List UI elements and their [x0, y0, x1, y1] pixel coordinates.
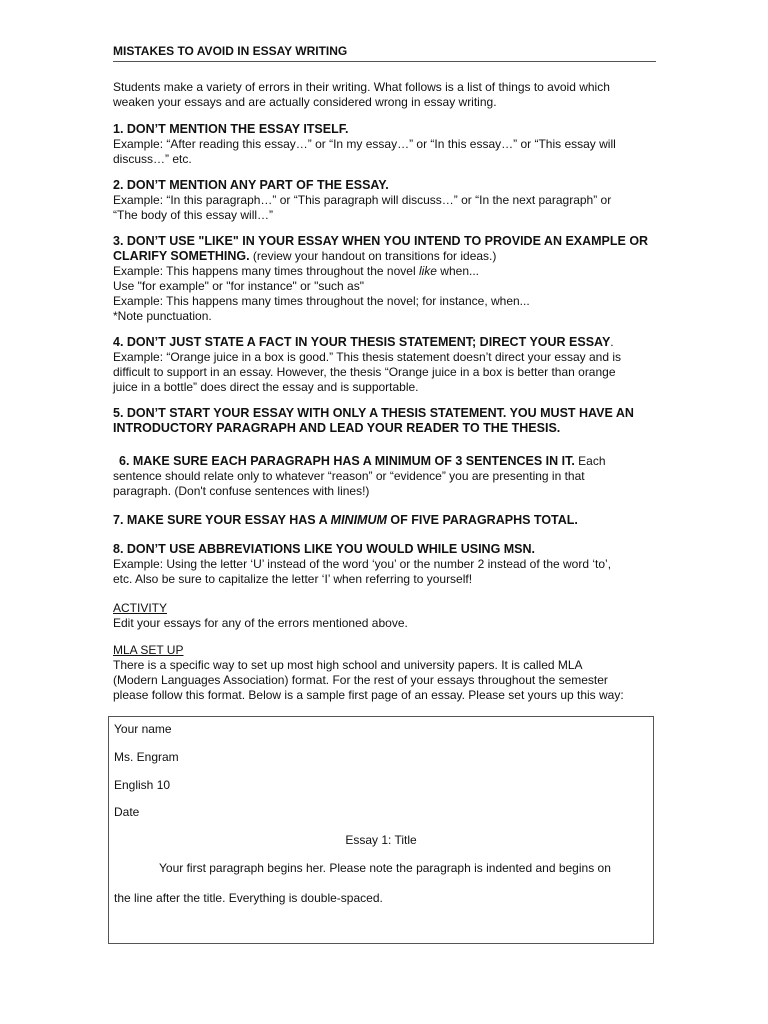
rule-heading: 1. DON’T MENTION THE ESSAY ITSELF. [113, 122, 349, 136]
rule-example-line: etc. Also be sure to capitalize the letter ‘I’ when referring to yourself! [113, 572, 473, 586]
example-text: Example: This happens many times throughout the novel [113, 264, 419, 278]
rule-heading [113, 513, 656, 528]
rule-example-line: Example: “Orange juice in a box is good.” This thesis statement doesn’t direct your essay and is [113, 350, 622, 364]
sample-date: Date [114, 805, 140, 819]
activity-text: Edit your essays for any of the errors mentioned above. [113, 616, 408, 630]
activity-section [113, 601, 656, 631]
mla-text-line: please follow this format. Below is a sample first page of an essay. Please set yours up this way: [113, 688, 624, 702]
rule-example-line: juice in a bottle” does direct the essay and is supportable. [113, 380, 419, 394]
rule-heading: 3. DON’T USE "LIKE" IN YOUR ESSAY WHEN YOU INTEND TO PROVIDE AN EXAMPLE OR [113, 234, 649, 248]
sample-teacher: Ms. Engram [114, 750, 179, 764]
mla-text-line: There is a specific way to set up most high school and university papers. It is called MLA [113, 658, 583, 672]
rule-heading-tail: . [610, 335, 614, 349]
mla-section [113, 643, 656, 703]
intro-line: weaken your essays and are actually considered wrong in essay writing. [113, 95, 497, 109]
emphasized-word: like [418, 264, 437, 278]
rule-example-line: discuss…” etc. [113, 152, 192, 166]
rule-use-line: Use "for example" or "for instance" or "such as" [113, 279, 364, 293]
intro-line: Students make a variety of errors in their writing. What follows is a list of things to avoid which [113, 80, 610, 94]
example-text: when... [436, 264, 479, 278]
rule-heading [113, 454, 656, 469]
rule-example-line: “The body of this essay will…” [113, 208, 274, 222]
rule-example-line: difficult to support in an essay. However, the thesis “Orange juice in a box is better than orange [113, 365, 616, 379]
rule-heading-text: OF FIVE PARAGRAPHS TOTAL. [386, 513, 578, 527]
sample-course: English 10 [114, 778, 171, 792]
rule-heading: 8. DON’T USE ABBREVIATIONS LIKE YOU WOULD WHILE USING MSN. [113, 542, 536, 556]
rule-heading: 2. DON’T MENTION ANY PART OF THE ESSAY. [113, 178, 389, 192]
rule-1 [113, 122, 656, 167]
rule-example-line: sentence should relate only to whatever “reason” or “evidence” you are presenting in that [113, 469, 585, 483]
rule-heading: 5. DON’T START YOUR ESSAY WITH ONLY A THESIS STATEMENT. YOU MUST HAVE AN [113, 406, 634, 420]
rule-heading-tail: (review your handout on transitions for ideas.) [249, 249, 497, 263]
document-page [113, 44, 656, 715]
rule-heading [113, 335, 656, 350]
emphasized-word: MINIMUM [330, 513, 387, 527]
rule-4 [113, 335, 656, 395]
rule-heading-tail: Each [574, 454, 606, 468]
rule-3 [113, 234, 656, 324]
intro-paragraph [113, 80, 656, 110]
rule-example-line: Example: Using the letter ‘U’ instead of the word ‘you’ or the number 2 instead of the word ‘to’, [113, 557, 612, 571]
rule-2 [113, 178, 656, 223]
rule-heading-text: 6. MAKE SURE EACH PARAGRAPH HAS A MINIMUM OF 3 SENTENCES IN IT. [119, 454, 575, 468]
sample-essay-title: Essay 1: Title [345, 833, 417, 847]
rule-7 [113, 513, 656, 528]
rule-5 [113, 406, 656, 436]
sample-name: Your name [114, 722, 172, 736]
sample-paragraph-line: Your first paragraph begins her. Please note the paragraph is indented and begins on [159, 861, 611, 875]
rule-example-line [113, 264, 656, 279]
mla-sample-box [108, 716, 654, 944]
rule-example-line: paragraph. (Don't confuse sentences with lines!) [113, 484, 370, 498]
sample-paragraph-line: the line after the title. Everything is double-spaced. [114, 891, 383, 905]
rule-heading-continued [113, 249, 656, 264]
rule-heading-text: 7. MAKE SURE YOUR ESSAY HAS A [113, 513, 331, 527]
document-title: MISTAKES TO AVOID IN ESSAY WRITING [113, 44, 656, 62]
rule-heading-continued: INTRODUCTORY PARAGRAPH AND LEAD YOUR READER TO THE THESIS. [113, 421, 561, 435]
rule-heading-text: 4. DON’T JUST STATE A FACT IN YOUR THESIS STATEMENT; DIRECT YOUR ESSAY [113, 335, 611, 349]
rule-heading-text: CLARIFY SOMETHING. [113, 249, 250, 263]
rule-example-line: Example: “After reading this essay…” or “In my essay…” or “In this essay…” or “This essay will [113, 137, 616, 151]
activity-label: ACTIVITY [113, 601, 168, 615]
rule-example-line: Example: This happens many times throughout the novel; for instance, when... [113, 294, 530, 308]
rule-8 [113, 542, 656, 587]
mla-text-line: (Modern Languages Association) format. For the rest of your essays throughout the semester [113, 673, 608, 687]
rule-note: *Note punctuation. [113, 309, 212, 323]
rule-example-line: Example: “In this paragraph…” or “This paragraph will discuss…” or “In the next paragraph” or [113, 193, 612, 207]
mla-label: MLA SET UP [113, 643, 184, 657]
rule-6 [113, 454, 656, 499]
